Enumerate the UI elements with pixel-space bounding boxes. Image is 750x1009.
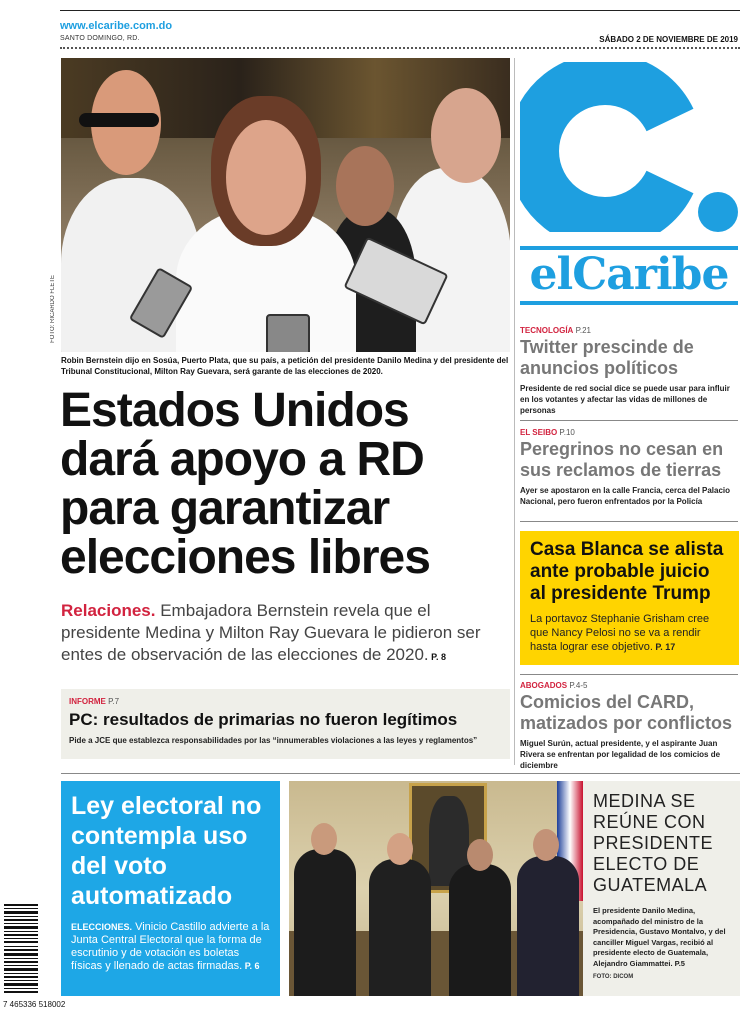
logo-rule-bottom bbox=[520, 301, 738, 305]
main-headline[interactable]: Estados Unidos dará apoyo a RD para garantizar elecciones libres bbox=[60, 384, 430, 584]
tecnologia-title: Twitter prescinde de anuncios políticos bbox=[520, 337, 694, 378]
ley-desc-text: Vinicio Castillo advierte a la Junta Central Electoral que la forma de escrutinio y de votación es boletas físicas y llenado de actas firmadas. bbox=[71, 921, 270, 972]
main-dek-text: Embajadora Bernstein revela que el presidente Medina y Milton Ray Guevara le pidieron ser entes de observación de las elecciones de 2020. bbox=[61, 601, 481, 664]
guatemala-meeting-photo bbox=[289, 781, 583, 996]
informe-title: PC: resultados de primarias no fueron legítimos bbox=[69, 710, 458, 729]
casablanca-title: Casa Blanca se alista ante probable juicio al presidente Trump bbox=[530, 539, 724, 604]
main-dek bbox=[61, 600, 509, 668]
tecnologia-desc: Presidente de red social dice se puede usar para influir en los votantes y afectar las vidas de millones de personas bbox=[520, 384, 730, 415]
casablanca-page-ref: P. 17 bbox=[652, 642, 676, 652]
informe-kicker-row bbox=[69, 697, 502, 706]
right-separator bbox=[520, 420, 738, 421]
main-photo-caption: Robin Bernstein dijo en Sosúa, Puerto Plata, que su país, a petición del presidente Danilo Medina y del presidente del Tribunal Constitucional, Milton Ray Guevara, será garante de las elecciones de 2020. bbox=[61, 356, 509, 376]
informe-sub: Pide a JCE que establezca responsabilidades por las “innumerables violaciones a las leyes y reglamentos” bbox=[69, 736, 478, 745]
ley-desc bbox=[71, 921, 270, 973]
tecnologia-kicker: TECNOLOGÍA bbox=[520, 326, 574, 335]
casablanca-story[interactable] bbox=[520, 531, 739, 665]
elcaribe-wordmark[interactable]: elCaribe bbox=[529, 249, 729, 300]
header-dotted-rule bbox=[60, 47, 740, 49]
elcaribe-logo-c bbox=[520, 62, 740, 232]
medina-desc: El presidente Danilo Medina, acompañado del ministro de la Presidencia, Gustavo Montalvo, y del canciller Miguel Vargas, recibió al presidente electo de Guatemala, Alejandro Giammattei. P.5 bbox=[593, 906, 726, 968]
right-separator bbox=[520, 521, 738, 522]
site-url-link[interactable]: www.elcaribe.com.do bbox=[60, 20, 173, 32]
seibo-kicker: EL SEIBO bbox=[520, 428, 558, 437]
abogados-title: Comicios del CARD, matizados por conflictos bbox=[520, 692, 733, 733]
casablanca-desc bbox=[530, 612, 729, 654]
ley-title: Ley electoral no contempla uso del voto automatizado bbox=[71, 792, 262, 910]
abogados-page-ref: P.4-5 bbox=[567, 681, 588, 690]
seibo-page-ref: P.10 bbox=[557, 428, 575, 437]
seibo-kicker-row bbox=[520, 428, 740, 437]
seibo-title: Peregrinos no cesan en sus reclamos de tierras bbox=[520, 439, 724, 480]
main-photo-credit: FOTO: RICARDO FLETE bbox=[50, 275, 56, 343]
main-kicker: Relaciones. bbox=[61, 601, 156, 620]
ley-page-ref: P. 6 bbox=[242, 961, 260, 971]
medina-title: MEDINA SE REÚNE CON PRESIDENTE ELECTO DE GUATEMALA bbox=[593, 791, 714, 895]
seibo-story[interactable] bbox=[520, 428, 740, 507]
informe-kicker: INFORME bbox=[69, 697, 106, 706]
informe-page-ref: P.7 bbox=[105, 697, 120, 706]
city-label: SANTO DOMINGO, RD. bbox=[60, 35, 140, 42]
abogados-desc: Miguel Surún, actual presidente, y el aspirante Juan Rivera se enfrentan por legalidad de los comicios de diciembre bbox=[520, 739, 721, 770]
tecnologia-story[interactable] bbox=[520, 326, 740, 416]
ley-electoral-story[interactable] bbox=[61, 781, 280, 996]
ley-kicker: ELECCIONES. bbox=[71, 922, 133, 932]
main-page-ref: P. 8 bbox=[428, 652, 447, 662]
bottom-separator bbox=[61, 773, 740, 774]
abogados-story[interactable] bbox=[520, 681, 740, 771]
casablanca-desc-text: La portavoz Stephanie Grisham cree que Nancy Pelosi no se va a rendir hasta lograr ese objetivo. bbox=[530, 613, 710, 653]
main-photo bbox=[61, 58, 510, 352]
abogados-kicker-row bbox=[520, 681, 740, 690]
tecnologia-kicker-row bbox=[520, 326, 740, 335]
tecnologia-page-ref: P.21 bbox=[573, 326, 591, 335]
right-separator bbox=[520, 674, 738, 675]
header-top-rule bbox=[60, 10, 740, 11]
barcode-number: 7 465336 518002 bbox=[3, 1000, 66, 1009]
informe-story[interactable] bbox=[61, 689, 510, 759]
medina-photo-credit: FOTO: DICOM bbox=[593, 974, 634, 980]
issue-date: SÁBADO 2 DE NOVIEMBRE DE 2019 bbox=[599, 35, 738, 44]
barcode-image bbox=[4, 902, 38, 996]
medina-guatemala-story[interactable] bbox=[583, 781, 740, 996]
seibo-desc: Ayer se apostaron en la calle Francia, cerca del Palacio Nacional, pero fueron enfrentados por la Policía bbox=[520, 486, 731, 506]
abogados-kicker: ABOGADOS bbox=[520, 681, 568, 690]
column-divider bbox=[514, 58, 515, 765]
